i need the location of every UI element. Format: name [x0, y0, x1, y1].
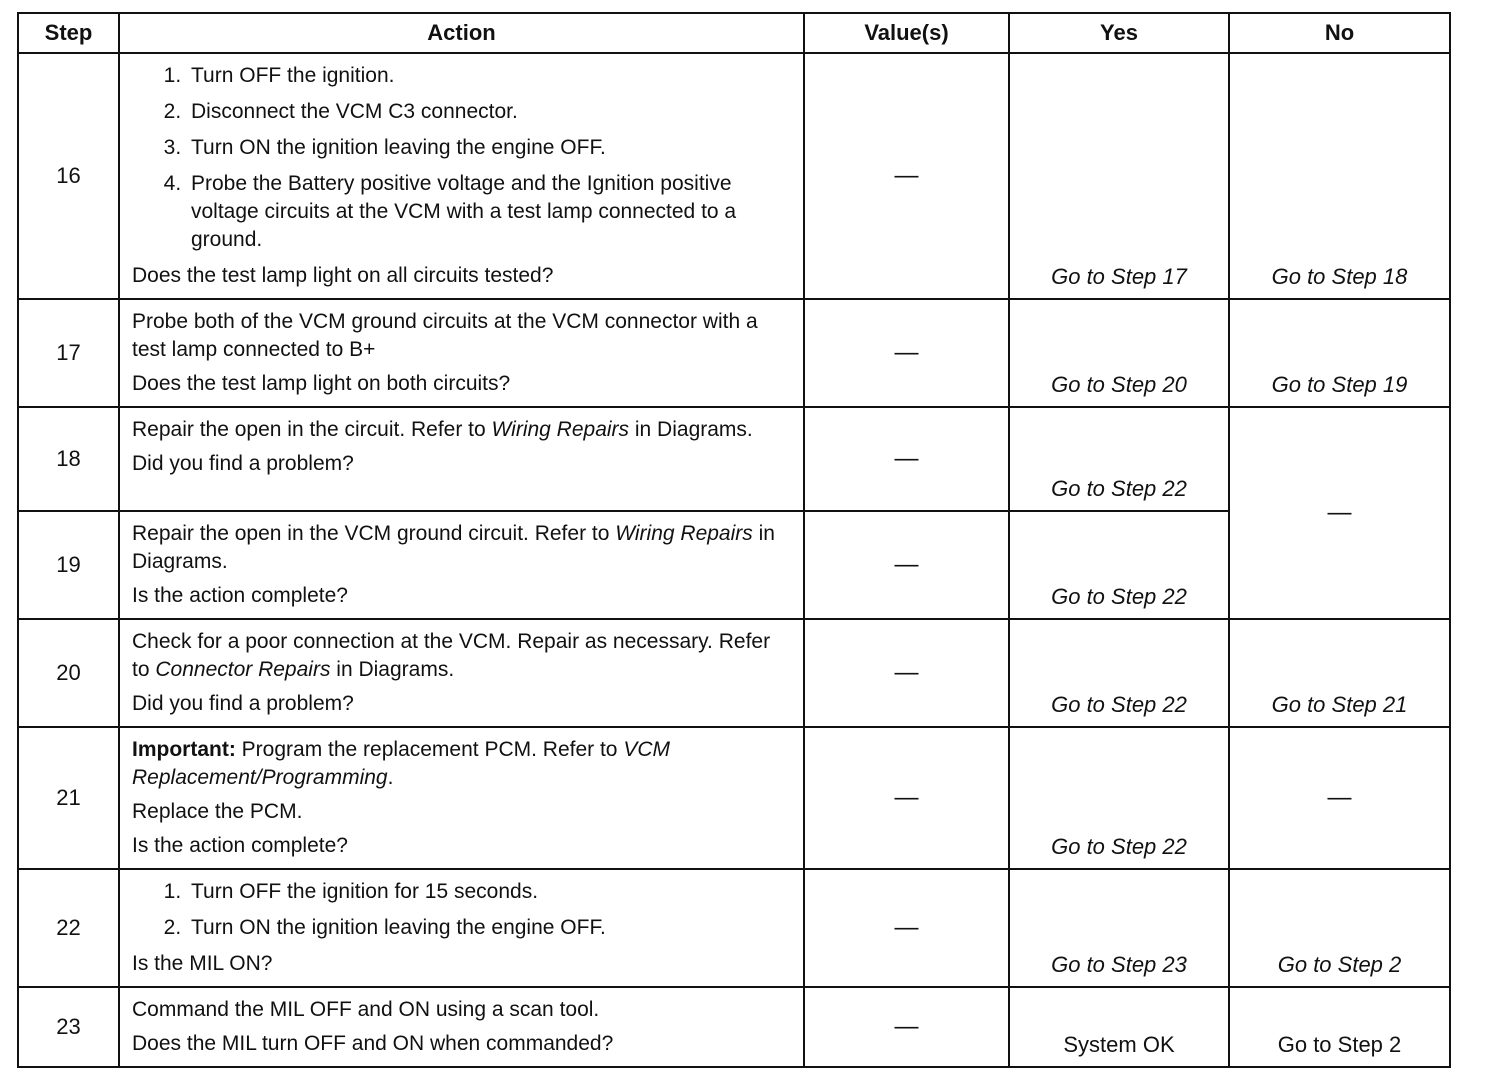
instruction-part: in Diagrams.: [330, 658, 455, 681]
yes-cell: Go to Step 22: [1009, 407, 1229, 511]
header-no: No: [1229, 13, 1450, 53]
question-text: Did you find a problem?: [132, 692, 354, 715]
value-cell: —: [804, 407, 1009, 511]
header-yes: Yes: [1009, 13, 1229, 53]
header-row: [18, 13, 1450, 53]
reference-title: Wiring Repairs: [491, 418, 630, 441]
no-cell: Go to Step 2: [1229, 987, 1450, 1067]
action-cell: [119, 869, 804, 987]
value-cell: —: [804, 869, 1009, 987]
no-cell: Go to Step 19: [1229, 299, 1450, 407]
important-label: Important:: [132, 738, 236, 761]
step-number: 16: [18, 53, 119, 299]
question-text: Does the MIL turn OFF and ON when commanded?: [132, 1032, 614, 1055]
step-number: 23: [18, 987, 119, 1067]
yes-cell: Go to Step 22: [1009, 727, 1229, 869]
table-row: [18, 53, 1450, 299]
substep: 1. Turn OFF the ignition.: [187, 62, 791, 90]
step-number: 19: [18, 511, 119, 619]
yes-cell: Go to Step 22: [1009, 511, 1229, 619]
instruction-part: in Diagrams.: [132, 522, 775, 573]
instruction-text: Replace the PCM.: [132, 800, 303, 823]
instruction-text: [132, 520, 791, 576]
reference-title: Wiring Repairs: [615, 522, 753, 545]
substep-list: [132, 62, 791, 254]
header-step: Step: [18, 13, 119, 53]
table-row: [18, 619, 1450, 727]
action-cell: [119, 53, 804, 299]
no-cell: Go to Step 18: [1229, 53, 1450, 299]
instruction-part: in Diagrams.: [629, 418, 753, 441]
no-cell: Go to Step 21: [1229, 619, 1450, 727]
diagnostic-table: [17, 12, 1451, 1068]
substep: 2. Disconnect the VCM C3 connector.: [187, 98, 791, 126]
yes-cell: System OK: [1009, 987, 1229, 1067]
value-cell: —: [804, 511, 1009, 619]
header-action: Action: [119, 13, 804, 53]
yes-cell: Go to Step 23: [1009, 869, 1229, 987]
table-row: [18, 299, 1450, 407]
reference-title: VCM Replacement/Programming: [132, 738, 670, 789]
substep: 1. Turn OFF the ignition for 15 seconds.: [187, 878, 791, 906]
instruction-text: Command the MIL OFF and ON using a scan tool.: [132, 998, 600, 1021]
step-number: 18: [18, 407, 119, 511]
question-text: Does the test lamp light on all circuits tested?: [132, 264, 554, 287]
instruction-part: Repair the open in the circuit. Refer to: [132, 418, 492, 441]
instruction-part: Repair the open in the VCM ground circuit. Refer to: [132, 522, 616, 545]
action-cell: [119, 619, 804, 727]
action-cell: [119, 987, 804, 1067]
value-cell: —: [804, 987, 1009, 1067]
yes-cell: Go to Step 22: [1009, 619, 1229, 727]
value-cell: —: [804, 727, 1009, 869]
no-cell: Go to Step 2: [1229, 869, 1450, 987]
question-text: Did you find a problem?: [132, 452, 354, 475]
step-number: 21: [18, 727, 119, 869]
no-cell: —: [1229, 727, 1450, 869]
header-values: Value(s): [804, 13, 1009, 53]
table-row: [18, 987, 1450, 1067]
reference-title: Connector Repairs: [155, 658, 331, 681]
action-cell: [119, 511, 804, 619]
action-cell: [119, 299, 804, 407]
action-cell: [119, 727, 804, 869]
no-cell: —: [1229, 407, 1450, 619]
instruction-text: Probe both of the VCM ground circuits at the VCM connector with a test lamp connected to B+: [132, 310, 758, 361]
table-row: [18, 407, 1450, 511]
instruction-text: [132, 628, 791, 684]
instruction-part: Program the replacement PCM. Refer to: [235, 738, 624, 761]
step-number: 20: [18, 619, 119, 727]
value-cell: —: [804, 53, 1009, 299]
value-cell: —: [804, 299, 1009, 407]
question-text: Does the test lamp light on both circuits?: [132, 372, 511, 395]
table-row: [18, 727, 1450, 869]
table-row: [18, 869, 1450, 987]
substep-list: [132, 878, 791, 942]
yes-cell: Go to Step 20: [1009, 299, 1229, 407]
yes-cell: Go to Step 17: [1009, 53, 1229, 299]
substep: 2. Turn ON the ignition leaving the engine OFF.: [187, 914, 791, 942]
substep: 3. Turn ON the ignition leaving the engine OFF.: [187, 134, 791, 162]
action-cell: [119, 407, 804, 511]
question-text: Is the MIL ON?: [132, 952, 273, 975]
instruction-text: [132, 416, 791, 444]
substep: 4. Probe the Battery positive voltage and the Ignition positive voltage circuits at the VCM with a test lamp connected to a ground.: [187, 170, 791, 254]
question-text: Is the action complete?: [132, 584, 348, 607]
instruction-text: [132, 736, 791, 792]
value-cell: —: [804, 619, 1009, 727]
instruction-part: Check for a poor connection at the VCM. Repair as necessary. Refer to: [132, 630, 771, 681]
step-number: 22: [18, 869, 119, 987]
step-number: 17: [18, 299, 119, 407]
question-text: Is the action complete?: [132, 834, 348, 857]
instruction-part: .: [387, 766, 394, 789]
